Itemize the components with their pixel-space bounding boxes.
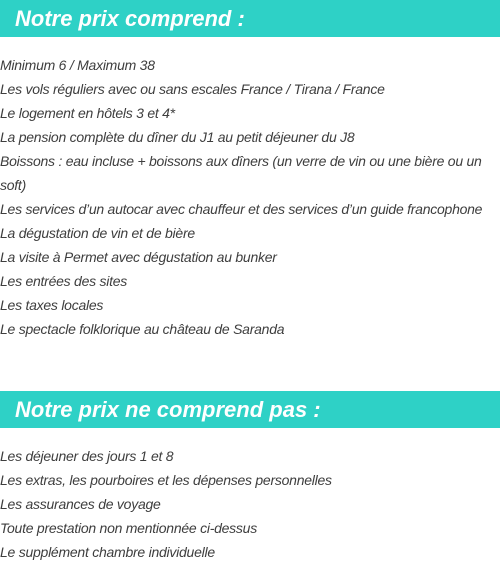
included-section-title: Notre prix comprend : <box>0 0 500 37</box>
list-item: Les extras, les pourboires et les dépenses personnelles <box>0 472 332 488</box>
list-item: Le supplément chambre individuelle <box>0 544 215 560</box>
excluded-section-title: Notre prix ne comprend pas : <box>0 391 500 428</box>
list-item: La pension complète du dîner du J1 au petit déjeuner du J8 <box>0 129 355 145</box>
list-item: Les assurances de voyage <box>0 496 161 512</box>
list-item: Les services d’un autocar avec chauffeur et des services d’un guide francophone <box>0 201 483 217</box>
list-item: Toute prestation non mentionnée ci-dessus <box>0 520 257 536</box>
included-list <box>0 53 500 341</box>
list-item: Les vols réguliers avec ou sans escales France / Tirana / France <box>0 81 385 97</box>
list-item: La dégustation de vin et de bière <box>0 225 195 241</box>
list-item: Le logement en hôtels 3 et 4* <box>0 105 175 121</box>
list-item: Les taxes locales <box>0 297 104 313</box>
list-item: Les déjeuner des jours 1 et 8 <box>0 448 174 464</box>
list-item: Les entrées des sites <box>0 273 128 289</box>
list-item: Boissons : eau incluse + boissons aux dîners (un verre de vin ou une bière ou un soft) <box>0 153 482 193</box>
list-item: Minimum 6 / Maximum 38 <box>0 57 155 73</box>
list-item: Le spectacle folklorique au château de Saranda <box>0 321 285 337</box>
list-item: La visite à Permet avec dégustation au bunker <box>0 249 277 265</box>
excluded-list <box>0 444 500 564</box>
